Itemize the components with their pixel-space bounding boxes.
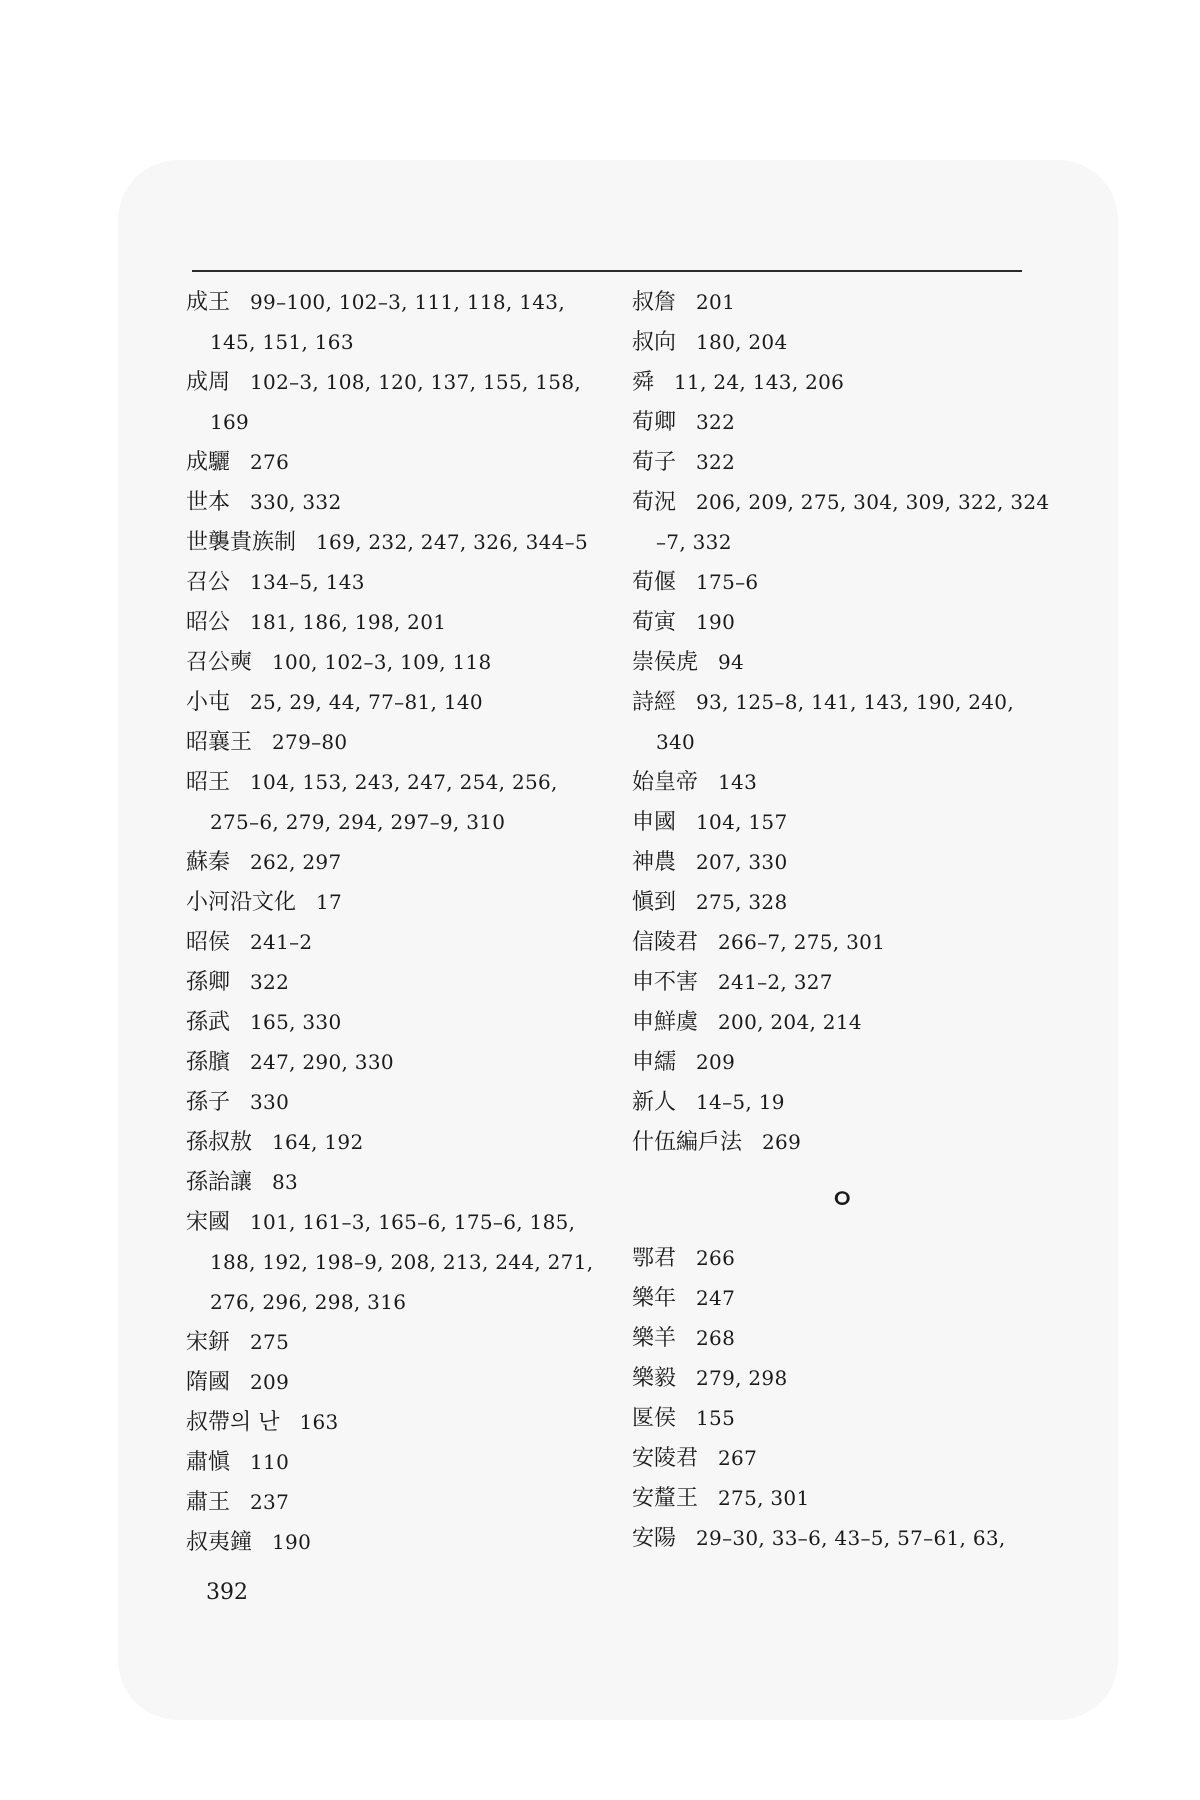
entry-pages: 165, 330 xyxy=(250,1010,342,1034)
section-heading-ieung: ㅇ xyxy=(829,1185,855,1215)
index-entry xyxy=(186,762,606,802)
index-entry xyxy=(632,1398,1032,1438)
entry-pages: 268 xyxy=(696,1326,736,1350)
entry-term: 安陽 xyxy=(632,1526,677,1551)
entry-term: 荀寅 xyxy=(632,610,677,635)
index-entry xyxy=(632,1122,1032,1162)
entry-term: 荀況 xyxy=(632,490,677,515)
entry-term: 蘇秦 xyxy=(186,850,231,875)
index-entry xyxy=(632,282,1032,322)
index-entry xyxy=(186,602,606,642)
index-entry xyxy=(186,1402,606,1442)
entry-pages: 143 xyxy=(718,770,758,794)
entry-pages: 93, 125–8, 141, 143, 190, 240, xyxy=(696,690,1014,714)
entry-pages: 99–100, 102–3, 111, 118, 143, xyxy=(250,290,565,314)
entry-term: 叔詹 xyxy=(632,290,677,315)
entry-pages: 101, 161–3, 165–6, 175–6, 185, xyxy=(250,1210,576,1234)
entry-term: 昭公 xyxy=(186,610,231,635)
index-entry xyxy=(632,1438,1032,1478)
index-entry xyxy=(632,1318,1032,1358)
index-entry xyxy=(632,1002,1032,1042)
entry-pages: 330 xyxy=(250,1090,290,1114)
entry-pages: 134–5, 143 xyxy=(250,570,365,594)
index-entry xyxy=(632,802,1032,842)
entry-term: 叔向 xyxy=(632,330,677,355)
page-number: 392 xyxy=(206,1580,248,1605)
entry-pages-continued: 340 xyxy=(656,730,696,754)
entry-pages: 164, 192 xyxy=(272,1130,364,1154)
entry-term: 新人 xyxy=(632,1090,677,1115)
entry-term: 信陵君 xyxy=(632,930,699,955)
entry-pages: 175–6 xyxy=(696,570,759,594)
entry-pages: 83 xyxy=(272,1170,299,1194)
entry-term: 叔夷鐘 xyxy=(186,1530,253,1555)
entry-term: 神農 xyxy=(632,850,677,875)
index-entry xyxy=(186,1322,606,1362)
entry-pages: 279, 298 xyxy=(696,1366,788,1390)
index-entry xyxy=(632,1478,1032,1518)
index-entry xyxy=(632,322,1032,362)
entry-pages: 11, 24, 143, 206 xyxy=(674,370,845,394)
entry-term: 成驪 xyxy=(186,450,231,475)
index-entry-continuation xyxy=(186,1242,606,1282)
entry-pages: 266–7, 275, 301 xyxy=(718,930,886,954)
entry-pages: 102–3, 108, 120, 137, 155, 158, xyxy=(250,370,582,394)
index-entry xyxy=(632,1518,1032,1558)
entry-pages: 163 xyxy=(299,1410,339,1434)
entry-pages: 237 xyxy=(250,1490,290,1514)
entry-pages: 169, 232, 247, 326, 344–5 xyxy=(316,530,588,554)
index-entry xyxy=(632,402,1032,442)
index-entry xyxy=(186,1002,606,1042)
index-entry xyxy=(632,882,1032,922)
index-entry-continuation xyxy=(186,802,606,842)
entry-term: 荀子 xyxy=(632,450,677,475)
entry-pages: 155 xyxy=(696,1406,736,1430)
index-entry xyxy=(632,1082,1032,1122)
entry-term: 召公 xyxy=(186,570,231,595)
index-entry xyxy=(632,562,1032,602)
entry-term: 申繻 xyxy=(632,1050,677,1075)
index-entry xyxy=(632,1358,1032,1398)
entry-pages: 262, 297 xyxy=(250,850,342,874)
index-entry xyxy=(632,1042,1032,1082)
header-rule xyxy=(192,270,1022,272)
entry-pages: 275, 301 xyxy=(718,1486,810,1510)
entry-pages: 241–2 xyxy=(250,930,313,954)
entry-pages: 190 xyxy=(272,1530,312,1554)
index-entry xyxy=(632,682,1032,722)
entry-term: 申國 xyxy=(632,810,677,835)
index-entry xyxy=(186,1162,606,1202)
entry-pages-continued: 169 xyxy=(210,410,250,434)
entry-pages: 279–80 xyxy=(272,730,348,754)
entry-pages: 25, 29, 44, 77–81, 140 xyxy=(250,690,483,714)
entry-term: 樂年 xyxy=(632,1286,677,1311)
entry-pages: 275 xyxy=(250,1330,290,1354)
entry-pages: 330, 332 xyxy=(250,490,342,514)
index-entry xyxy=(186,882,606,922)
entry-pages-continued: –7, 332 xyxy=(656,530,732,554)
entry-term: 孫叔敖 xyxy=(186,1130,253,1155)
entry-pages: 266 xyxy=(696,1246,736,1270)
index-entry xyxy=(632,922,1032,962)
entry-term: 什伍編戶法 xyxy=(632,1130,743,1155)
entry-pages: 104, 153, 243, 247, 254, 256, xyxy=(250,770,558,794)
entry-pages: 322 xyxy=(250,970,290,994)
entry-pages: 322 xyxy=(696,410,736,434)
entry-pages: 322 xyxy=(696,450,736,474)
index-entry xyxy=(186,282,606,322)
entry-pages: 201 xyxy=(696,290,736,314)
entry-term: 樂毅 xyxy=(632,1366,677,1391)
entry-pages: 206, 209, 275, 304, 309, 322, 324 xyxy=(696,490,1050,514)
index-entry xyxy=(632,762,1032,802)
entry-term: 匽侯 xyxy=(632,1406,677,1431)
entry-term: 宋鈃 xyxy=(186,1330,231,1355)
entry-term: 召公奭 xyxy=(186,650,253,675)
entry-pages: 275, 328 xyxy=(696,890,788,914)
entry-term: 小河沿文化 xyxy=(186,890,297,915)
index-entry xyxy=(186,1042,606,1082)
entry-pages: 14–5, 19 xyxy=(696,1090,785,1114)
index-column-left xyxy=(186,282,606,1562)
index-entry xyxy=(186,1442,606,1482)
entry-term: 崇侯虎 xyxy=(632,650,699,675)
index-entry xyxy=(632,1278,1032,1318)
entry-pages: 190 xyxy=(696,610,736,634)
index-entry xyxy=(186,362,606,402)
entry-term: 鄂君 xyxy=(632,1246,677,1271)
entry-pages: 110 xyxy=(250,1450,290,1474)
entry-term: 安釐王 xyxy=(632,1486,699,1511)
entry-term: 孫詒讓 xyxy=(186,1170,253,1195)
index-entry xyxy=(186,442,606,482)
index-column-right xyxy=(632,282,1050,1558)
entry-pages-continued: 276, 296, 298, 316 xyxy=(210,1290,407,1314)
entry-pages: 29–30, 33–6, 43–5, 57–61, 63, xyxy=(696,1526,1006,1550)
entry-term: 孫子 xyxy=(186,1090,231,1115)
index-entry xyxy=(632,362,1032,402)
index-entry xyxy=(186,642,606,682)
entry-term: 世襲貴族制 xyxy=(186,530,297,555)
entry-pages: 180, 204 xyxy=(696,330,788,354)
entry-pages: 17 xyxy=(316,890,343,914)
index-entry-continuation xyxy=(186,1282,606,1322)
entry-term: 成周 xyxy=(186,370,231,395)
entry-term: 始皇帝 xyxy=(632,770,699,795)
entry-pages-continued: 275–6, 279, 294, 297–9, 310 xyxy=(210,810,506,834)
index-entry xyxy=(186,482,606,522)
entry-term: 樂羊 xyxy=(632,1326,677,1351)
index-entry xyxy=(186,962,606,1002)
entry-term: 叔帶의 난 xyxy=(186,1410,280,1435)
index-entry xyxy=(186,1202,606,1242)
entry-term: 小屯 xyxy=(186,690,231,715)
entry-term: 孫卿 xyxy=(186,970,231,995)
entry-term: 隋國 xyxy=(186,1370,231,1395)
index-entry-continuation xyxy=(632,522,1032,562)
entry-term: 宋國 xyxy=(186,1210,231,1235)
index-entry xyxy=(632,602,1032,642)
entry-term: 申不害 xyxy=(632,970,699,995)
index-entry xyxy=(186,1122,606,1162)
index-entry xyxy=(186,562,606,602)
entry-pages: 100, 102–3, 109, 118 xyxy=(272,650,492,674)
entry-term: 安陵君 xyxy=(632,1446,699,1471)
entry-pages: 209 xyxy=(250,1370,290,1394)
index-entry xyxy=(186,1082,606,1122)
index-entry xyxy=(632,1238,1032,1278)
index-entry xyxy=(186,522,606,562)
index-entry xyxy=(632,842,1032,882)
index-entry xyxy=(186,722,606,762)
index-entry xyxy=(186,1482,606,1522)
index-entry xyxy=(186,1362,606,1402)
entry-term: 孫武 xyxy=(186,1010,231,1035)
index-entry xyxy=(186,842,606,882)
entry-term: 昭侯 xyxy=(186,930,231,955)
entry-pages: 207, 330 xyxy=(696,850,788,874)
index-entry xyxy=(632,442,1032,482)
entry-pages: 267 xyxy=(718,1446,758,1470)
entry-pages-continued: 188, 192, 198–9, 208, 213, 244, 271, xyxy=(210,1250,594,1274)
entry-term: 昭王 xyxy=(186,770,231,795)
entry-term: 肅王 xyxy=(186,1490,231,1515)
entry-pages: 247, 290, 330 xyxy=(250,1050,394,1074)
index-entry xyxy=(186,922,606,962)
entry-pages: 200, 204, 214 xyxy=(718,1010,862,1034)
entry-term: 詩經 xyxy=(632,690,677,715)
entry-term: 成王 xyxy=(186,290,231,315)
index-entry xyxy=(632,962,1032,1002)
entry-term: 肅愼 xyxy=(186,1450,231,1475)
entry-pages: 209 xyxy=(696,1050,736,1074)
entry-pages: 181, 186, 198, 201 xyxy=(250,610,447,634)
entry-term: 愼到 xyxy=(632,890,677,915)
entry-term: 昭襄王 xyxy=(186,730,253,755)
entry-term: 荀卿 xyxy=(632,410,677,435)
index-entry-continuation xyxy=(632,722,1032,762)
entry-pages: 241–2, 327 xyxy=(718,970,833,994)
entry-term: 申鮮虞 xyxy=(632,1010,699,1035)
entry-term: 舜 xyxy=(632,370,655,395)
index-entry-continuation xyxy=(186,322,606,362)
entry-pages: 269 xyxy=(762,1130,802,1154)
index-entry xyxy=(632,642,1032,682)
index-entry xyxy=(186,682,606,722)
entry-pages: 104, 157 xyxy=(696,810,788,834)
index-entry xyxy=(632,482,1050,522)
entry-pages: 94 xyxy=(718,650,745,674)
entry-pages-continued: 145, 151, 163 xyxy=(210,330,354,354)
entry-term: 荀偃 xyxy=(632,570,677,595)
entry-pages: 247 xyxy=(696,1286,736,1310)
entry-pages: 276 xyxy=(250,450,290,474)
index-entry-continuation xyxy=(186,402,606,442)
entry-term: 世本 xyxy=(186,490,231,515)
index-entry xyxy=(186,1522,606,1562)
entry-term: 孫臏 xyxy=(186,1050,231,1075)
